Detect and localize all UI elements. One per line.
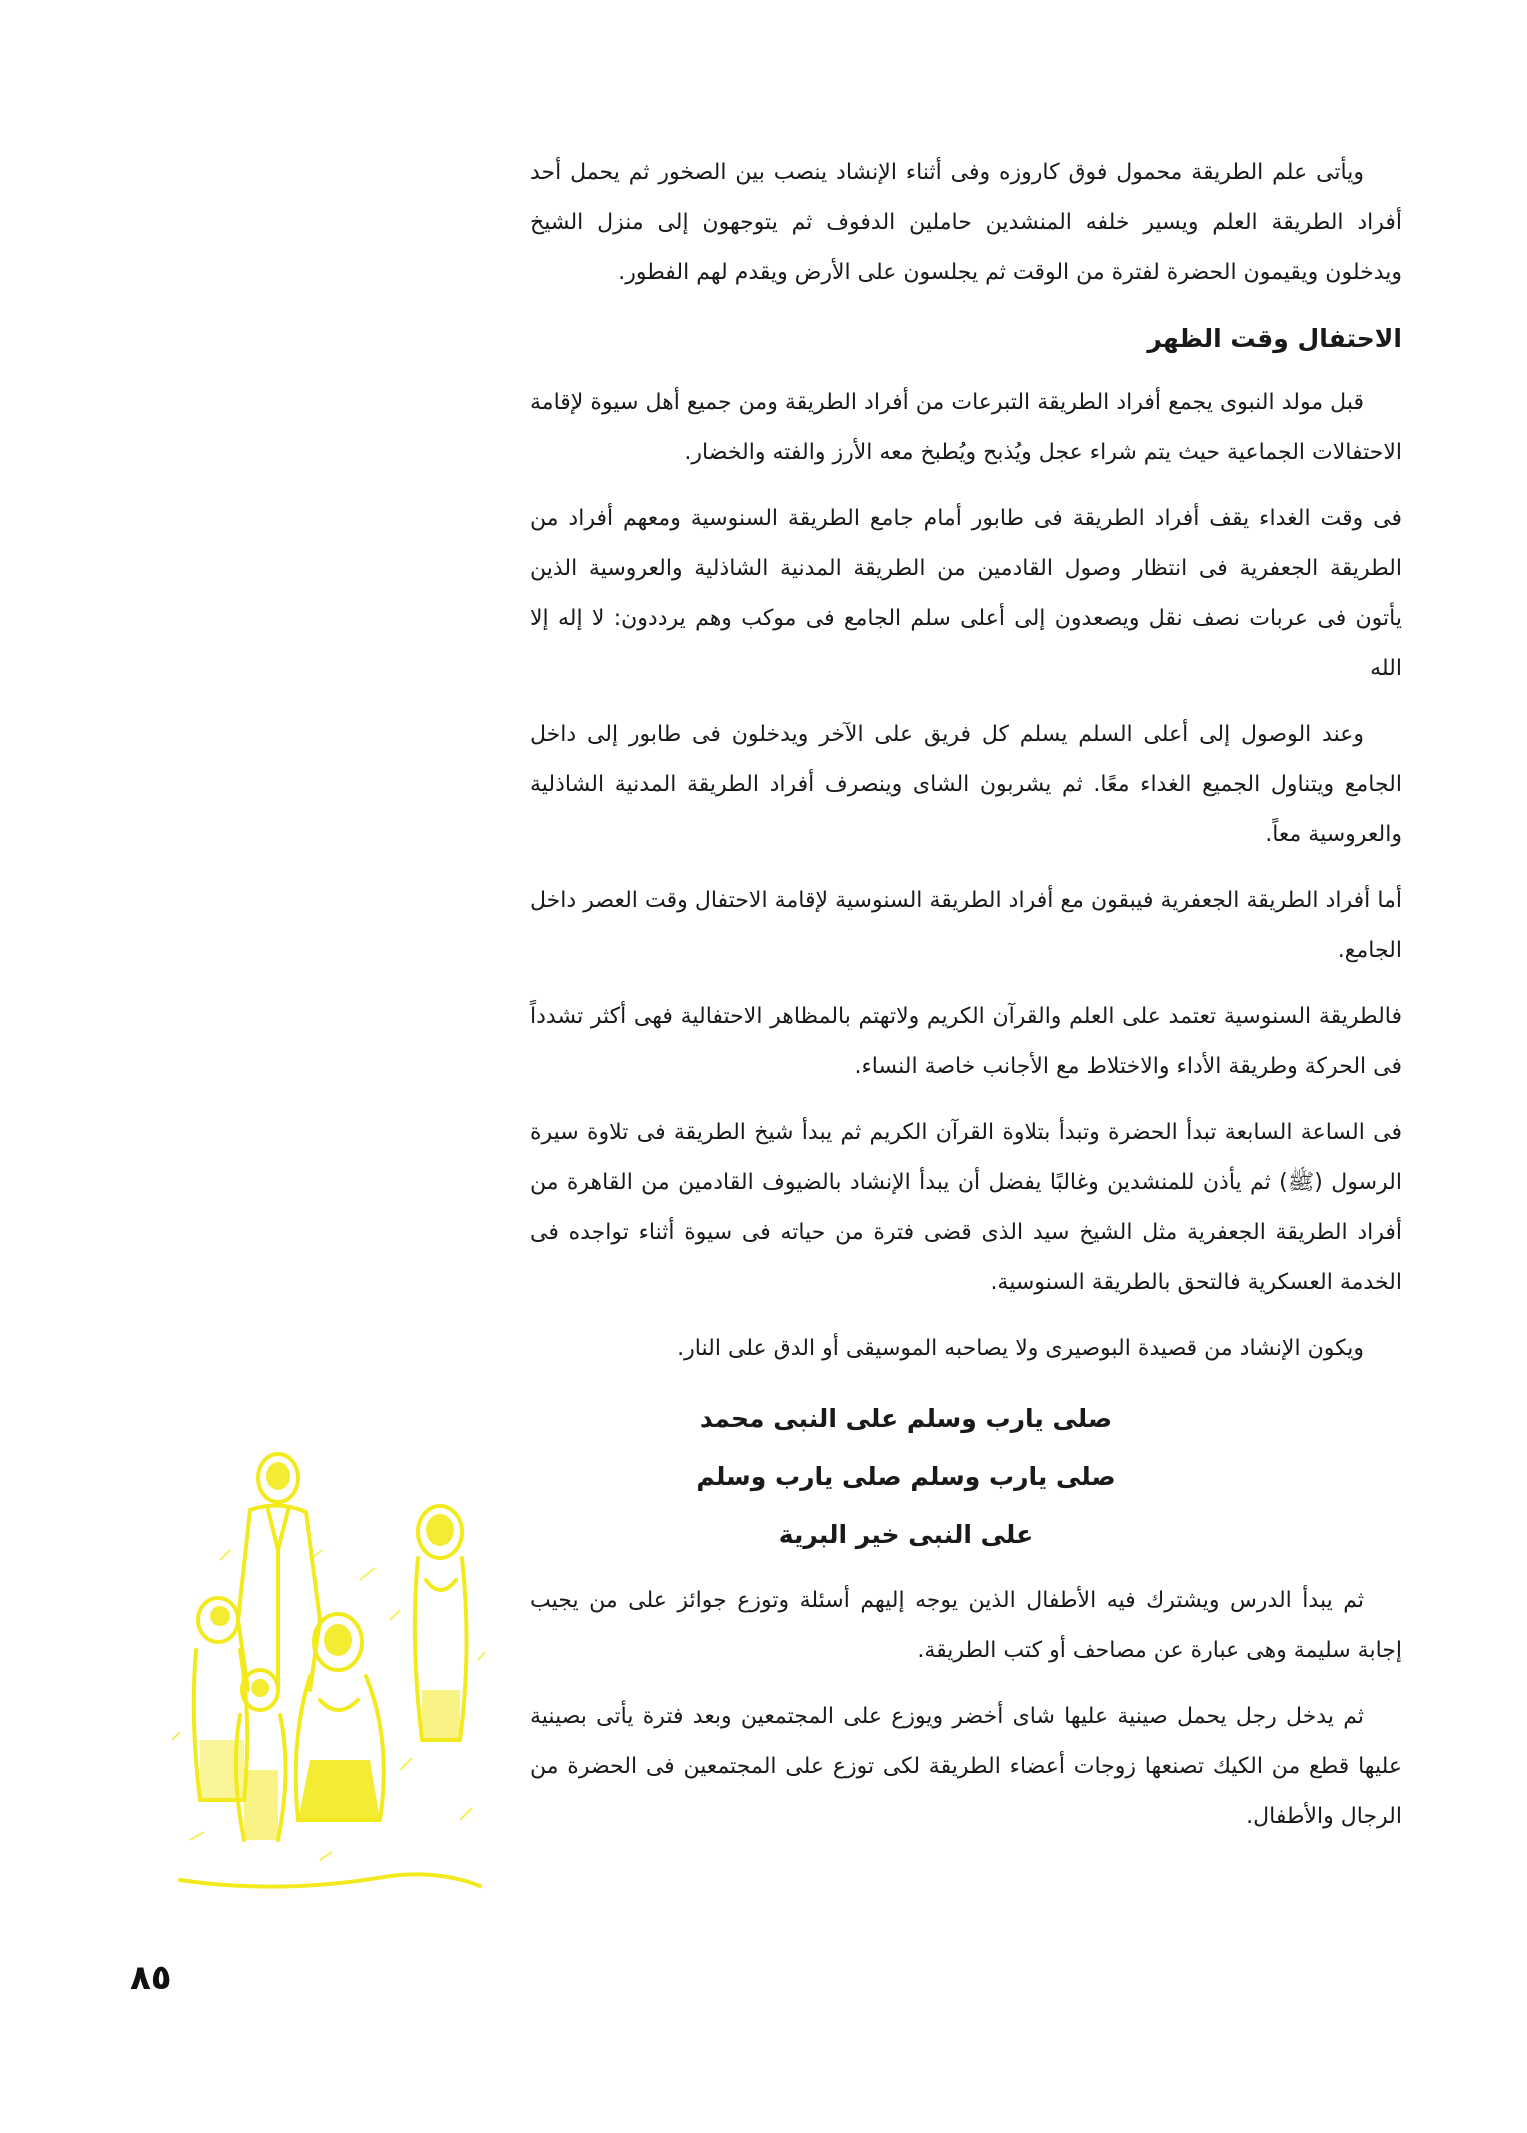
section-heading: الاحتفال وقت الظهر	[1147, 324, 1402, 353]
poem-line: صلى يارب وسلم صلى يارب وسلم	[696, 1462, 1116, 1491]
paragraph-1: ويأتى علم الطريقة محمول فوق كاروزه وفى أثناء الإنشاد ينصب بين الصخور ثم يحمل أحد أفراد الطريقة العلم ويسير خلفه المنشدين حاملين الدفوف ثم يتوجهون إلى منزل الشيخ ويدخلون ويقيمون الحضرة لفترة من الوقت ثم يجلسون على الأرض ويقدم لهم الفطور.	[530, 160, 1402, 285]
paragraph-2: قبل مولد النبوى يجمع أفراد الطريقة التبرعات من أفراد الطريقة ومن جميع أهل سيوة لإقامة الاحتفالات الجماعية حيث يتم شراء عجل ويُذبح ويُطبخ معه الأرز والفته والخضار.	[530, 390, 1402, 465]
paragraph-3: فى وقت الغداء يقف أفراد الطريقة فى طابور أمام جامع الطريقة السنوسية ومعهم أفراد من الطريقة الجعفرية فى انتظار وصول القادمين من الطريقة المدنية الشاذلية والعروسية الذين يأتون فى عربات نصف نقل ويصعدون إلى أعلى سلم الجامع فى موكب وهم يرددون: لا إله إلا الله	[530, 506, 1402, 681]
paragraph-8: ويكون الإنشاد من قصيدة البوصيرى ولا يصاحبه الموسيقى أو الدق على النار.	[677, 1336, 1364, 1361]
poem-line: على النبى خير البرية	[778, 1520, 1034, 1549]
paragraph-6: فالطريقة السنوسية تعتمد على العلم والقرآن الكريم ولاتهتم بالمظاهر الاحتفالية فهى أكثر تشدداً فى الحركة وطريقة الأداء والاختلاط مع الأجانب خاصة النساء.	[530, 1004, 1402, 1079]
paragraph-5: أما أفراد الطريقة الجعفرية فيبقون مع أفراد الطريقة السنوسية لإقامة الاحتفال وقت العصر داخل الجامع.	[530, 888, 1402, 963]
family-group-illustration	[160, 1440, 490, 1910]
poem-line: صلى يارب وسلم على النبى محمد	[699, 1404, 1113, 1433]
paragraph-9: ثم يبدأ الدرس ويشترك فيه الأطفال الذين يوجه إليهم أسئلة وتوزع جوائز على من يجيب إجابة سليمة وهى عبارة عن مصاحف أو كتب الطريقة.	[530, 1588, 1402, 1663]
paragraph-4: وعند الوصول إلى أعلى السلم يسلم كل فريق على الآخر ويدخلون فى طابور إلى داخل الجامع ويتناول الجميع الغداء معًا. ثم يشربون الشاى وينصرف أفراد الطريقة المدنية الشاذلية والعروسية معاً.	[530, 722, 1402, 847]
paragraph-7: فى الساعة السابعة تبدأ الحضرة وتبدأ بتلاوة القرآن الكريم ثم يبدأ شيخ الطريقة فى تلاوة سيرة الرسول (ﷺ) ثم يأذن للمنشدين وغالبًا يفضل أن يبدأ الإنشاد بالضيوف القادمين من القاهرة من أفراد الطريقة الجعفرية مثل الشيخ سيد الذى قضى فترة من حياته فى سيوة أثناء تواجده فى الخدمة العسكرية فالتحق بالطريقة السنوسية.	[530, 1120, 1402, 1295]
paragraph-10: ثم يدخل رجل يحمل صينية عليها شاى أخضر ويوزع على المجتمعين وبعد فترة يأتى بصينية عليها قطع من الكيك تصنعها زوجات أعضاء الطريقة لكى توزع على المجتمعين فى الحضرة من الرجال والأطفال.	[530, 1704, 1402, 1829]
main-text-column	[530, 148, 1402, 1858]
page-number: ٨٥	[130, 1958, 172, 1998]
poem-verses	[530, 1390, 1402, 1564]
